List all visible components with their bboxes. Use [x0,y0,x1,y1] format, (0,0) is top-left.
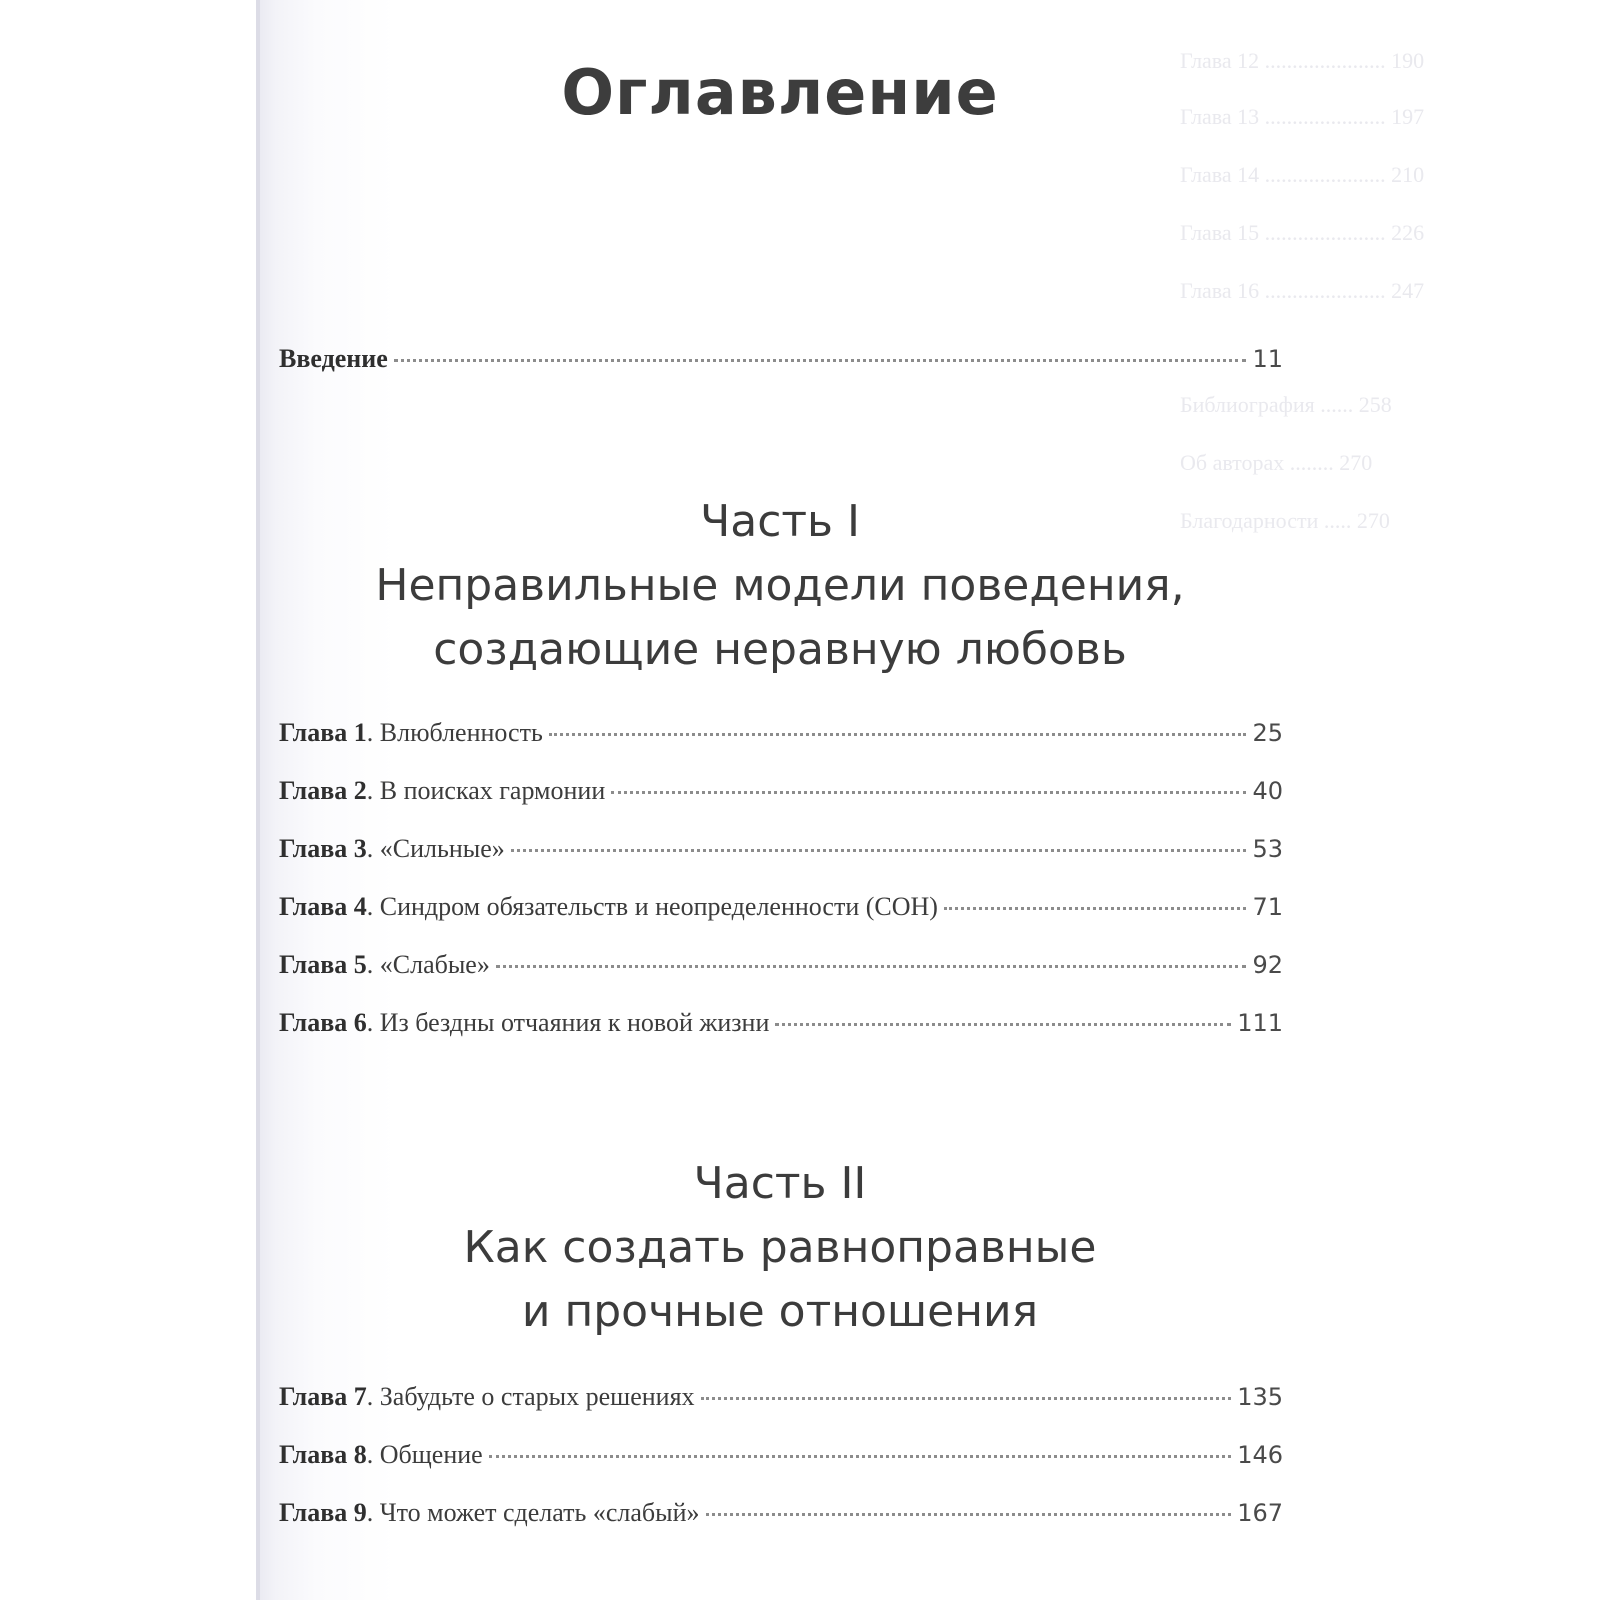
dot-leader [549,733,1247,736]
part-title-line: и прочные отношения [521,1286,1039,1337]
dot-leader [511,849,1247,852]
chapter-prefix: Глава 3 [279,834,367,863]
show-through-text: Глава 16 ...................... 247 [1180,278,1425,303]
toc-entry-chapter-1[interactable] [279,718,1283,752]
toc-entry-chapter-6[interactable] [279,1008,1283,1042]
show-through-text: Об авторах ........ 270 [1180,450,1373,475]
dot-leader [944,907,1246,910]
dot-leader [701,1397,1232,1400]
page-number: 167 [1237,1499,1283,1527]
toc-entry-chapter-8[interactable] [279,1440,1283,1474]
dot-leader [706,1513,1232,1516]
dot-leader [394,359,1247,362]
toc-entry-chapter-4[interactable] [279,892,1283,926]
chapter-prefix: Глава 1 [279,718,367,747]
page-number: 135 [1237,1383,1283,1411]
part-title-line: Как создать равноправные [463,1222,1097,1273]
toc-entry-chapter-5[interactable] [279,950,1283,984]
page-number: 92 [1252,951,1283,979]
toc-entry-chapter-2[interactable] [279,776,1283,810]
dot-leader [775,1023,1231,1026]
page-title: Оглавление [561,55,999,129]
show-through-text: Глава 12 ...................... 190 [1180,48,1425,73]
show-through-text: Библиография ...... 258 [1180,392,1392,417]
show-through-text: Глава 14 ...................... 210 [1180,162,1425,187]
chapter-title: . «Слабые» [366,950,490,979]
show-through-text: Глава 13 ...................... 197 [1180,104,1425,129]
chapter-title: . Общение [366,1440,483,1469]
chapter-title: . Синдром обязательств и неопределенности (СОН) [366,892,938,921]
page-number: 11 [1252,345,1283,373]
chapter-prefix: Глава 7 [279,1382,367,1411]
page-number: 111 [1237,1009,1283,1037]
page-number: 146 [1237,1441,1283,1469]
chapter-title: . Забудьте о старых решениях [366,1382,695,1411]
chapter-prefix: Глава 6 [279,1008,367,1037]
dot-leader [489,1455,1232,1458]
chapter-title: . Из бездны отчаяния к новой жизни [366,1008,770,1037]
part-title-line: создающие неравную любовь [433,624,1127,675]
part-title-line: Неправильные модели поведения, [375,560,1185,611]
part-number: Часть II [693,1158,867,1209]
chapter-prefix: Глава 8 [279,1440,367,1469]
part-number: Часть I [700,496,860,547]
page-number: 53 [1252,835,1283,863]
page-edge [256,0,260,1600]
chapter-title: . Влюбленность [366,718,543,747]
show-through-text: Благодарности ..... 270 [1180,508,1390,533]
chapter-title: . «Сильные» [366,834,505,863]
dot-leader [496,965,1247,968]
chapter-prefix: Глава 2 [279,776,367,805]
part-heading-2 [0,1152,1580,1344]
page-number: 71 [1252,893,1283,921]
toc-entry-intro[interactable] [279,344,1283,378]
chapter-prefix: Глава 9 [279,1498,367,1527]
page-number: 25 [1252,719,1283,747]
chapter-prefix: Глава 4 [279,892,367,921]
chapter-title: . В поисках гармонии [366,776,606,805]
chapter-title: . Что может сделать «слабый» [366,1498,700,1527]
chapter-prefix: Глава 5 [279,950,367,979]
page-number: 40 [1252,777,1283,805]
entry-label: Введение [279,344,388,373]
part-heading-1 [0,490,1580,682]
toc-entry-chapter-3[interactable] [279,834,1283,868]
toc-entry-chapter-9[interactable] [279,1498,1283,1532]
toc-entry-chapter-7[interactable] [279,1382,1283,1416]
dot-leader [611,791,1246,794]
show-through-text: Глава 15 ...................... 226 [1180,220,1425,245]
